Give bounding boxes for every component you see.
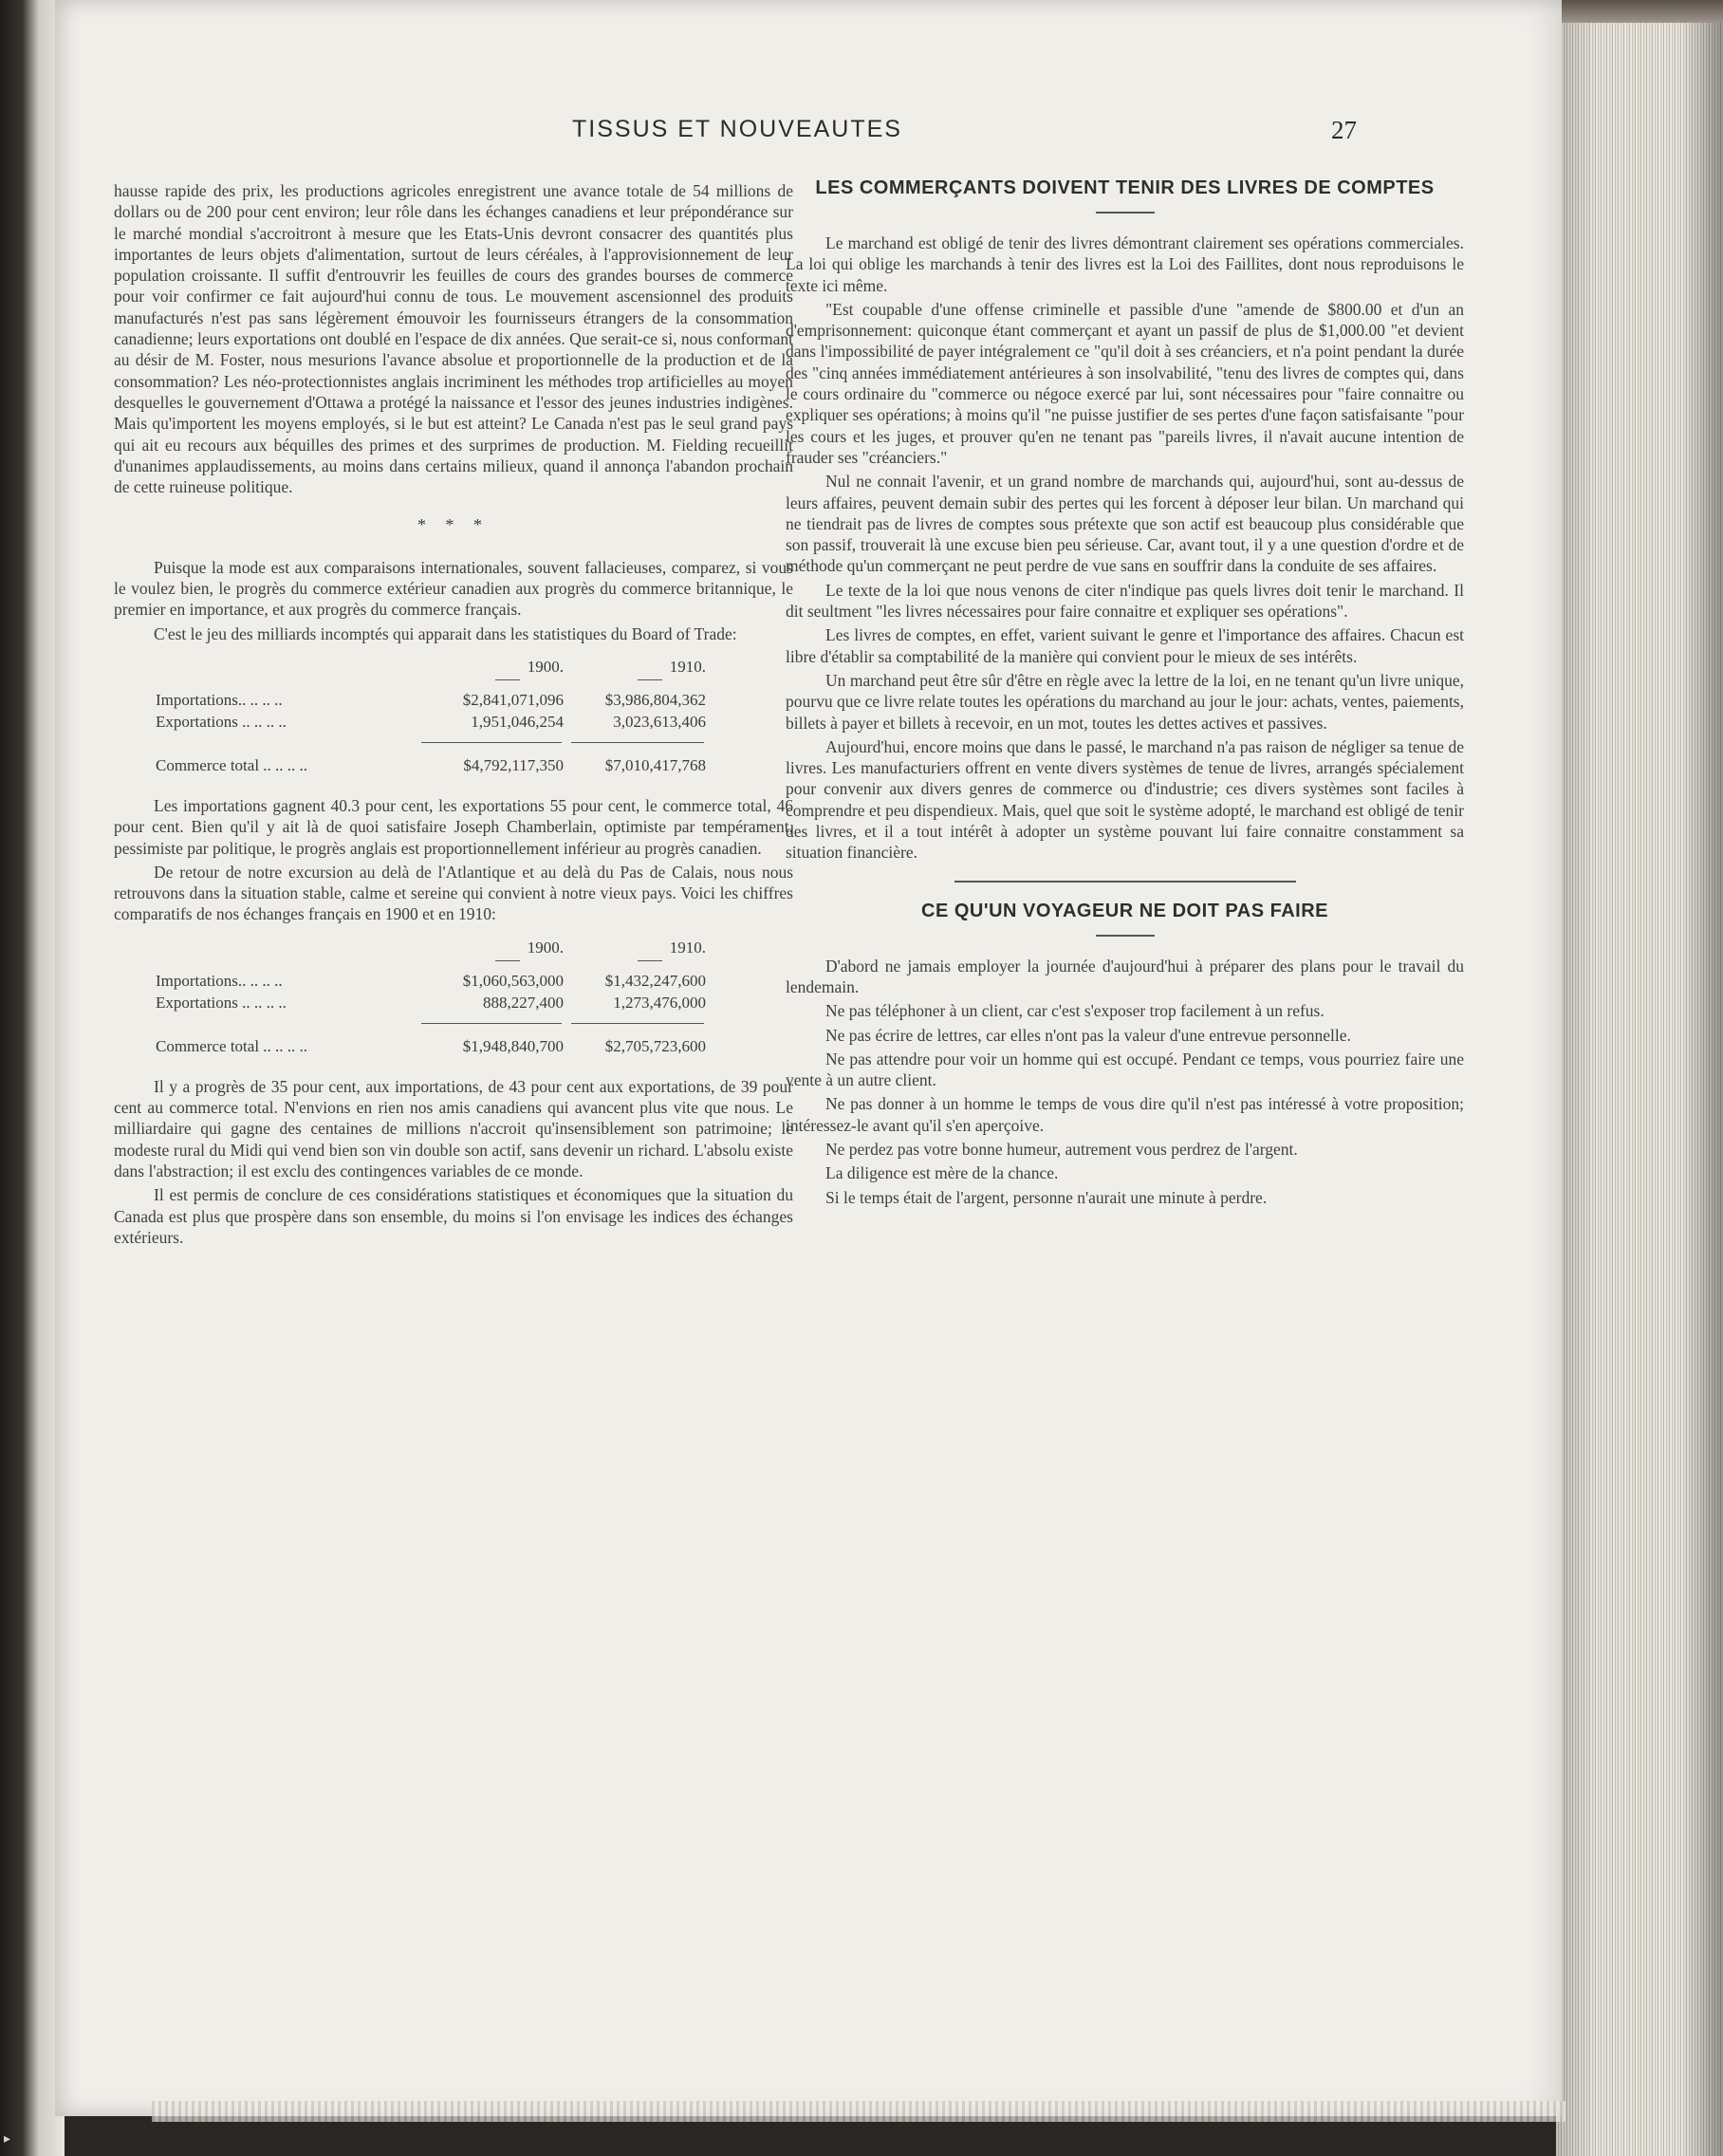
left-column — [114, 180, 793, 1251]
cell: $1,948,840,700 — [462, 1036, 564, 1055]
column-header: 1900. — [527, 657, 564, 676]
cell: $2,705,723,600 — [604, 1036, 706, 1055]
column-header: 1910. — [669, 938, 706, 957]
title-divider — [1096, 212, 1155, 214]
table-total-row — [156, 754, 744, 776]
row-label: Importations.. .. .. .. — [156, 971, 283, 990]
cell: $4,792,117,350 — [463, 755, 564, 774]
table-total-row — [156, 1035, 744, 1057]
cell: $7,010,417,768 — [604, 755, 706, 774]
page-header — [55, 116, 1562, 154]
paragraph: De retour de notre excursion au delà de l'Atlantique et au delà du Pas de Calais, nous nous retrouvons dans la situation stable, calme et sereine qui convient à notre vieux pays. Voici les chiffres comparatifs de nos échanges français en 1900 et en 1910: — [114, 862, 793, 924]
cell: $2,841,071,096 — [462, 690, 564, 709]
table-row — [156, 689, 744, 711]
running-title: TISSUS ET NOUVEAUTES — [572, 116, 902, 142]
table-header — [156, 937, 744, 958]
page-number: 27 — [1331, 116, 1357, 144]
row-label: Exportations .. .. .. .. — [156, 993, 287, 1012]
section-divider — [954, 881, 1296, 883]
paragraph: Ne pas attendre pour voir un homme qui est occupé. Pendant ce temps, vous pourriez faire une vente à un autre client. — [786, 1049, 1464, 1090]
paragraph: Ne pas écrire de lettres, car elles n'ont pas la valeur d'une entrevue personnelle. — [825, 1025, 1351, 1045]
cell: $1,432,247,600 — [604, 971, 706, 990]
cell: 1,951,046,254 — [471, 712, 564, 731]
paragraph: hausse rapide des prix, les productions agricoles enregistrent une avance totale de 54 millions de dollars ou de 200 pour cent environ; leur rôle dans les échanges canadiens et leur prépondérance sur le marché mondial s'accroitront à mesure que les Etats-Unis devront consacrer des quantités plus importantes de leurs objets d'alimentation, surtout de leurs céréales, à l'approvisionnement de leur population croissante. Il suffit d'entrouvrir les feuilles de cours des grandes bourses de commerce pour voir confirmer ce fait aujourd'hui connu de tous. Le mouvement ascensionnel des produits manufacturés n'est pas sans légèrement émouvoir les fournisseurs étrangers de la consommation canadienne; leurs exportations ont doublé en l'espace de dix années. Que serait-ce si, nous conformant au désir de M. Foster, nous mesurions l'avance absolue et proportionnelle de la production et de la consommation? Les néo-protectionnistes anglais incriminent les méthodes trop artificielles au moyen desquelles le gouvernement d'Ottawa a protégé la naissance et l'essor des jeunes industries indigènes. Mais qu'importent les moyens employés, si le but est atteint? Le Canada n'est pas le seul grand pays qui ait eu recours aux béquilles des primes et des surprimes de production. M. Fielding recueillit d'unanimes applaudissements, au moins dans certains milieux, quand il annonça l'abandon prochain de cette ruineuse politique. — [114, 181, 793, 497]
book-page — [55, 0, 1562, 2116]
article-title: CE QU'UN VOYAGEUR NE DOIT PAS FAIRE — [921, 900, 1328, 921]
row-label: Importations.. .. .. .. — [156, 690, 283, 709]
cell: $1,060,563,000 — [462, 971, 564, 990]
paragraph: Il est permis de conclure de ces considérations statistiques et économiques que la situation du Canada est plus que prospère dans son ensemble, du moins si l'on envisage les indices des échanges extérieurs. — [114, 1185, 793, 1247]
paragraph: Ne pas téléphoner à un client, car c'est s'exposer trop facilement à un refus. — [825, 1001, 1325, 1021]
paragraph: Le texte de la loi que nous venons de citer n'indique pas quels livres doit tenir le marchand. Il dit seultment "les livres nécessaires pour faire connaitre et expliquer ses opérations". — [786, 580, 1464, 622]
column-header: 1910. — [669, 657, 706, 676]
paragraph: Les importations gagnent 40.3 pour cent, les exportations 55 pour cent, le commerce total, 46 pour cent. Bien qu'il y ait là de quoi satisfaire Joseph Chamberlain, optimiste par tempérament, pessimiste par politique, le progrès anglais est proportionnellement inférieur au progrès canadien. — [114, 795, 793, 858]
trade-table-french — [156, 937, 744, 1057]
paragraph: Ne pas donner à un homme le temps de vous dire qu'il n'est pas intéressé à votre proposition; intéressez-le avant qu'il s'en aperçoive. — [786, 1094, 1464, 1135]
right-column — [786, 177, 1464, 1211]
paragraph: La diligence est mère de la chance. — [825, 1163, 1059, 1183]
scan-marker-icon: ▸ — [4, 2132, 11, 2147]
table-row — [156, 992, 744, 1013]
cell: 1,273,476,000 — [613, 993, 706, 1012]
table-row — [156, 970, 744, 992]
paragraph: Le marchand est obligé de tenir des livres démontrant clairement ses opérations commerciales. La loi qui oblige les marchands à tenir des livres est la Loi des Faillites, dont nous reproduisons le texte ici même. — [786, 233, 1464, 295]
law-quote: "Est coupable d'une offense criminelle et passible d'une "amende de $800.00 et d'un an d'emprisonnement: quiconque étant commerçant et ayant un passif de plus de $1,000.00 "et devient dans l'impossibilité de payer intégralement ce "qu'il doit à ses créanciers, et n'a point pendant la durée des "cinq années immédiatement antérieures à son insolvabilité, "tenu des livres de comptes qui, dans le cours ordinaire du "commerce ou négoce exercé par lui, sont nécessaires pour "faire connaitre ou expliquer ses opérations; à moins qu'il "ne puisse justifier de ses pertes d'une façon satisfaisante "pour les cours et les juges, et prouver qu'en ne tenant pas "pareils livres, il n'avait aucune intention de frauder ses "créanciers." — [786, 299, 1464, 467]
trade-table-british — [156, 656, 744, 776]
cell: $3,986,804,362 — [604, 690, 706, 709]
paragraph: Les livres de comptes, en effet, varient suivant le genre et l'importance des affaires. Chacun est libre d'établir sa comptabilité de la manière qui convient pour le mieux de ses intérêts. — [786, 625, 1464, 666]
paragraph: Aujourd'hui, encore moins que dans le passé, le marchand n'a pas raison de négliger sa tenue de livres. Les manufacturiers offrent en vente divers systèmes de tenue de livres, arrangés spécialement pour convenir aux divers genres de commerce ou d'industrie; ces divers systèmes sont faciles à comprendre et peu dispendieux. Mais, quel que soit le système adopté, le marchand est obligé de tenir des livres, et il a tout intérêt à adopter un système pouvant lui faire connaitre constamment sa situation financière. — [786, 736, 1464, 863]
paragraph: C'est le jeu des milliards incomptés qui apparait dans les statistiques du Board of Trade: — [154, 623, 737, 643]
paragraph: Il y a progrès de 35 pour cent, aux importations, de 43 pour cent aux exportations, de 39 pour cent au commerce total. N'envions en rien nos amis canadiens qui avancent plus vite que nous. Le milliardaire qui gagne des centaines de millions n'accroit qu'insensiblement son patrimoine; le modeste rural du Midi qui vend bien son vin double son actif, sans devenir un richard. L'absolu existe dans l'abstraction; il est exclu des contingences variables de ce monde. — [114, 1076, 793, 1180]
table-header — [156, 656, 744, 678]
column-header: 1900. — [527, 938, 564, 957]
row-label: Exportations .. .. .. .. — [156, 712, 287, 731]
paragraph: Un marchand peut être sûr d'être en règle avec la lettre de la loi, en ne tenant qu'un livre unique, pourvu que ce livre relate toutes les opérations du marchand au jour le jour: achats, ventes, paiements, billets à payer et billets à recevoir, en un mot, toutes les dettes actives et passives. — [786, 670, 1464, 733]
table-row — [156, 711, 744, 733]
article-title: LES COMMERÇANTS DOIVENT TENIR DES LIVRES DE COMPTES — [815, 177, 1435, 198]
paragraph: Puisque la mode est aux comparaisons internationales, souvent fallacieuses, comparez, si vous le voulez bien, le progrès du commerce extérieur canadien aux progrès du commerce britannique, le premier en importance, et aux progrès du commerce français. — [114, 557, 793, 620]
row-label: Commerce total .. .. .. .. — [156, 755, 308, 774]
cell: 3,023,613,406 — [613, 712, 706, 731]
row-label: Commerce total .. .. .. .. — [156, 1036, 308, 1055]
page-stack-edge — [1556, 0, 1723, 2156]
cell: 888,227,400 — [483, 993, 564, 1012]
paragraph: D'abord ne jamais employer la journée d'aujourd'hui à préparer des plans pour le travail du lendemain. — [786, 956, 1464, 996]
paragraph: Nul ne connait l'avenir, et un grand nombre de marchands qui, aujourd'hui, sont au-dessus de leurs affaires, peuvent demain subir des pertes qui les forcent à déposer leur bilan. Un marchand qui ne tiendrait pas de livres de comptes sous prétexte que son actif est beaucoup plus considérable que son passif, trouverait là une excuse bien peu sérieuse. Car, avant tout, il y a une question d'ordre et de méthode qu'un commerçant ne peut perdre de vue sans en souffrir dans la conduite de ses affaires. — [786, 472, 1464, 576]
title-divider — [1096, 935, 1155, 937]
page-bottom-edge — [152, 2101, 1566, 2122]
section-separator: * * * — [417, 515, 490, 535]
paragraph: Ne perdez pas votre bonne humeur, autrement vous perdrez de l'argent. — [825, 1139, 1298, 1159]
paragraph: Si le temps était de l'argent, personne n'aurait une minute à perdre. — [825, 1187, 1268, 1207]
